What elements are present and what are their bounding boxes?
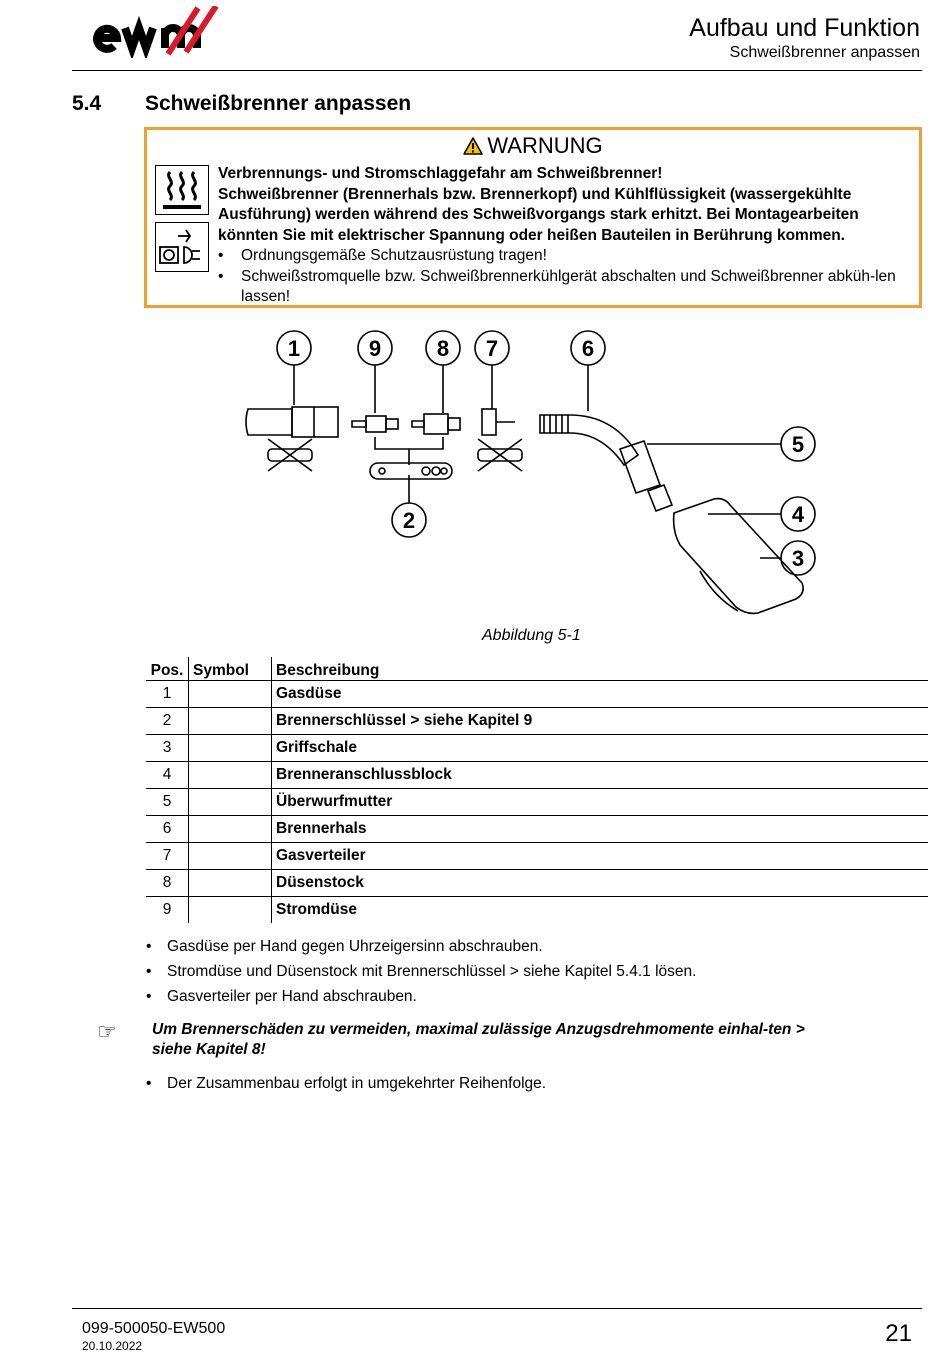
hint-text: Um Brennerschäden zu vermeiden, maximal zulässige Anzugsdrehmomente einhal-ten > siehe Kapitel 8! [152, 1021, 805, 1058]
document-number: 099-500050-EW500 [82, 1320, 226, 1337]
table-row [146, 789, 928, 816]
pos-cell: 7 [146, 843, 189, 870]
footer-divider [72, 1308, 922, 1309]
description-cell: Düsenstock [272, 870, 929, 897]
warning-bullet: • Schweißstromquelle bzw. Schweißbrennerkühlgerät abschalten und Schweißbrenner abküh-len lassen! [218, 267, 918, 308]
warning-heading-text: WARNUNG [487, 133, 603, 158]
final-step [146, 1074, 546, 1094]
description-cell: Überwurfmutter [272, 789, 929, 816]
warning-box [144, 127, 922, 308]
pos-cell: 6 [146, 816, 189, 843]
page-number: 21 [885, 1320, 912, 1347]
description-cell: Gasdüse [272, 681, 929, 708]
pos-cell: 8 [146, 870, 189, 897]
description-cell: Brennerschlüssel > siehe Kapitel 9 [272, 708, 929, 735]
column-header-description: Beschreibung [272, 657, 929, 681]
pos-cell: 3 [146, 735, 189, 762]
symbol-cell [189, 735, 272, 762]
table-row [146, 735, 928, 762]
symbol-cell [189, 708, 272, 735]
table-row [146, 681, 928, 708]
warning-heading [147, 133, 919, 159]
symbol-cell [189, 870, 272, 897]
callout-label: 3 [791, 546, 805, 571]
callout-label: 9 [368, 336, 382, 361]
pos-cell: 1 [146, 681, 189, 708]
header-title: Aufbau und Funktion [689, 14, 920, 42]
warning-hazard-line: Verbrennungs- und Stromschlaggefahr am Schweißbrenner! [218, 165, 663, 182]
symbol-cell [189, 789, 272, 816]
callout-label: 6 [581, 336, 595, 361]
callout-5 [647, 427, 815, 461]
list-item: • Gasverteiler per Hand abschrauben. [146, 987, 696, 1007]
pos-cell: 4 [146, 762, 189, 789]
header-subtitle: Schweißbrenner anpassen [729, 44, 920, 61]
procedure-steps [146, 937, 696, 1012]
table-row [146, 708, 928, 735]
pos-cell: 2 [146, 708, 189, 735]
description-cell: Griffschale [272, 735, 929, 762]
figure-caption: Abbildung 5-1 [482, 627, 581, 644]
warning-detail-text: Schweißbrenner (Brennerhals bzw. Brennerkopf) und Kühlflüssigkeit (wassergekühlte Ausführung) werden während des Schweißvorgangs stark erhitzt. Bei Montagearbeiten könnten Sie mit elektrischer Spannung oder heißen Bauteilen in Berührung kommen. [218, 185, 859, 244]
table-row [146, 762, 928, 789]
table-row [146, 816, 928, 843]
callout-label: 7 [485, 336, 499, 361]
column-header-pos: Pos. [146, 657, 189, 681]
symbol-cell [189, 762, 272, 789]
table-row [146, 843, 928, 870]
section-number: 5.4 [72, 92, 102, 115]
pos-cell: 9 [162, 901, 172, 918]
description-cell: Brennerhals [272, 816, 929, 843]
hot-surface-icon [155, 165, 209, 215]
column-header-symbol: Symbol [189, 657, 272, 681]
callout-label: 2 [402, 508, 416, 533]
list-item: • Stromdüse und Düsenstock mit Brennerschlüssel > siehe Kapitel 5.4.1 lösen. [146, 962, 696, 982]
description-cell: Gasverteiler [272, 843, 929, 870]
document-date: 20.10.2022 [82, 1339, 143, 1353]
pointing-hand-icon: ☞ [97, 1019, 117, 1044]
list-item: • Der Zusammenbau erfolgt in umgekehrter Reihenfolge. [146, 1074, 546, 1094]
warning-text [218, 164, 918, 308]
description-cell: Stromdüse [272, 897, 929, 924]
table-header-row [146, 657, 928, 681]
table-row [146, 870, 928, 897]
disconnect-plug-icon [155, 222, 209, 272]
ewm-logo [88, 6, 223, 58]
parts-table [146, 657, 928, 923]
torch-exploded-figure [230, 325, 830, 630]
symbol-cell [189, 843, 272, 870]
description-cell: Brenneranschlussblock [272, 762, 929, 789]
warning-triangle-icon [463, 137, 483, 155]
symbol-cell [189, 897, 272, 924]
list-item: • Gasdüse per Hand gegen Uhrzeigersinn abschrauben. [146, 937, 696, 957]
callout-label: 1 [287, 336, 301, 361]
symbol-cell [189, 681, 272, 708]
section-title: Schweißbrenner anpassen [145, 92, 412, 115]
callout-label: 8 [436, 336, 450, 361]
pos-cell: 5 [146, 789, 189, 816]
warning-bullet: • Ordnungsgemäße Schutzausrüstung tragen! [218, 246, 918, 267]
header-divider [72, 70, 922, 71]
table-row [146, 897, 928, 924]
callout-label: 4 [791, 502, 805, 527]
callout-label: 5 [791, 432, 805, 457]
symbol-cell [189, 816, 272, 843]
